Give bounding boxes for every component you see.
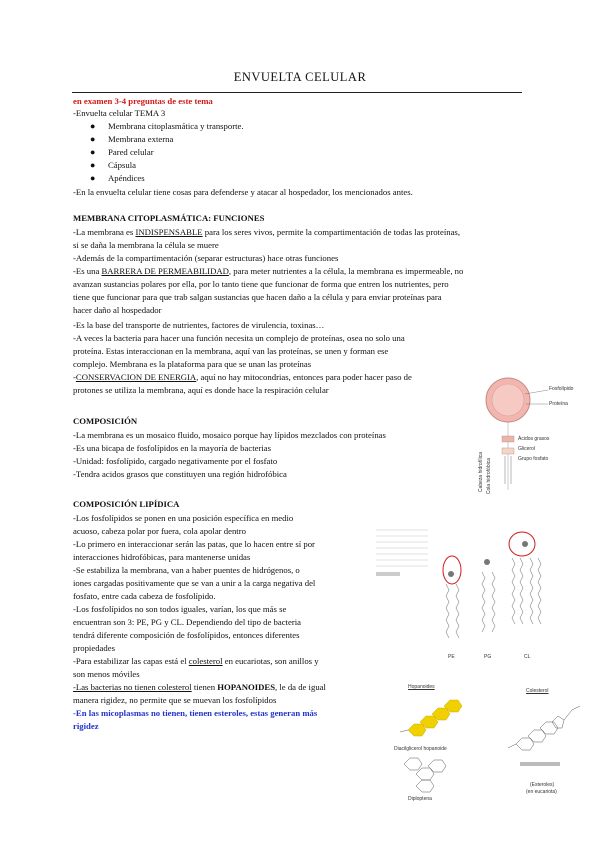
lipid-label: PE <box>448 654 455 660</box>
paragraph-line: tiene que funcionar para que trab salgan sustancias que hacen daño a la célula y para enviar proteínas para <box>73 292 442 302</box>
exam-note: en examen 3-4 preguntas de este tema <box>73 96 213 106</box>
paragraph-line: -Tendra acidos grasos que constituyen una región hidrofóbica <box>73 469 287 479</box>
paragraph-line: manera rigidez, no permite que se muevan los fosfolípidos <box>73 695 277 705</box>
paragraph-line <box>73 682 326 693</box>
paragraph-line: -Unidad: fosfolípido, cargado negativamente por el fosfato <box>73 456 278 466</box>
paragraph-line: complejo. Membrana es la plataforma para que se unan las proteínas <box>73 359 312 369</box>
phospholipid-svg <box>372 522 558 664</box>
text-span: para los seres vivos, permite la compartimentación de todas las proteínas, <box>202 227 460 237</box>
paragraph-line: -A veces la bacteria para hacer una función necesita un complejo de proteínas, osea no solo una <box>73 333 405 343</box>
figure-label: Glicerol <box>518 446 535 452</box>
paragraph-line: avanzan sustancias polares por ella, por lo tanto tiene que funcionar de forma que entren los nutrientes, pero <box>73 279 449 289</box>
paragraph-line: protones se utiliza la membrana, aquí es donde hace la respiración celular <box>73 385 329 395</box>
paragraph-line: -Lo primero en interaccionar serán las patas, que lo hacen entre sí por <box>73 539 315 549</box>
bullet-dot: ● <box>90 147 96 157</box>
paragraph-line: tendrá diferente composición de fosfolípidos, entonces diferentes <box>73 630 300 640</box>
lipid-label: CL <box>524 654 531 660</box>
title-divider <box>72 92 522 93</box>
figure-caption: (en eucariota) <box>526 789 557 795</box>
paragraph-line <box>73 656 319 667</box>
paragraph-line: -Los fosfolípidos no son todos iguales, varían, los que más se <box>73 604 287 614</box>
text-span: -Las bacterias no tienen colesterol <box>73 682 192 692</box>
text-span: -La membrana es <box>73 227 136 237</box>
paragraph-line: hacer daño al hospedador <box>73 305 162 315</box>
paragraph-line: -La membrana es un mosaico fluido, mosaico porque hay lípidos mezclados con proteínas <box>73 430 386 440</box>
paragraph-line <box>73 266 463 277</box>
bullet-item: Membrana externa <box>108 134 174 144</box>
text-span: BARRERA DE PERMEABILIDAD <box>101 266 229 276</box>
text-span: - <box>73 372 76 382</box>
figure-label: Cola hidrofóbica <box>486 458 492 495</box>
text-span: colesterol <box>188 656 223 666</box>
figure-label: Fosfolípido <box>549 386 574 392</box>
figure-label: Colesterol <box>526 688 549 694</box>
paragraph-line: son menos móviles <box>73 669 140 679</box>
bullet-item: Pared celular <box>108 147 154 157</box>
paragraph-line: si se daña la membrana la célula se muere <box>73 240 219 250</box>
figure-label: Cabeza hidrofílica <box>478 452 484 493</box>
paragraph-line: fosfato, entre cada cabeza de fosfolípido. <box>73 591 216 601</box>
paragraph-line: -Los fosfolípidos se ponen en una posición específica en medio <box>73 513 294 523</box>
text-span: -Es una <box>73 266 102 276</box>
topic-line: -Envuelta celular TEMA 3 <box>73 108 166 118</box>
hopanoid-svg <box>394 684 474 802</box>
paragraph-line: propiedades <box>73 643 115 653</box>
cell-membrane-figure <box>478 372 574 502</box>
bullet-dot: ● <box>90 160 96 170</box>
paragraph-line: rigidez <box>73 721 99 731</box>
figure-caption: Diploptena <box>408 796 432 802</box>
text-span: , le da de igual <box>275 682 326 692</box>
bullet-dot: ● <box>90 173 96 183</box>
cholesterol-figure <box>500 688 590 798</box>
text-span: , aquí no hay mitocondrias, entonces para poder hacer paso de <box>196 372 412 382</box>
text-span: CONSERVACION DE ENERGIA <box>75 372 197 382</box>
text-span: en eucariotas, son anillos y <box>222 656 319 666</box>
section-heading: COMPOSICIÓN LIPÍDICA <box>73 499 180 509</box>
bullet-dot: ● <box>90 121 96 131</box>
paragraph-line <box>73 227 460 238</box>
figure-label: Proteína <box>549 401 568 407</box>
bullet-item: Membrana citoplasmática y transporte. <box>108 121 244 131</box>
intro-summary: -En la envuelta celular tiene cosas para defenderse y atacar al hospedador, los mencionados antes. <box>73 187 413 197</box>
paragraph-line: proteína. Estas interaccionan en la membrana, aquí van las proteínas, se unen y forman ese <box>73 346 389 356</box>
section-heading: COMPOSICIÓN <box>73 416 138 426</box>
text-span: HOPANOIDES <box>217 682 276 692</box>
page-title: ENVUELTA CELULAR <box>233 70 367 84</box>
paragraph-line <box>73 372 412 383</box>
bullet-item: Apéndices <box>108 173 145 183</box>
text-span: -Para estabilizar las capas está el <box>73 656 189 666</box>
figure-label: Hopanoides <box>408 684 435 690</box>
figure-caption: Diacilglicerol hopanoide <box>394 746 447 752</box>
paragraph-line: -En las micoplasmas no tienen, tienen esteroles, estas generan más <box>73 708 318 718</box>
bullet-item: Cápsula <box>108 160 136 170</box>
paragraph-line: encuentran son 3: PE, PG y CL. Dependiendo del tipo de bacteria <box>73 617 301 627</box>
figure-caption: (Esteroles) <box>530 782 555 788</box>
section-heading: MEMBRANA CITOPLASMÁTICA: FUNCIONES <box>73 213 265 223</box>
bullet-dot: ● <box>90 134 96 144</box>
phospholipid-figure <box>372 522 558 664</box>
paragraph-line: -Además de la compartimentación (separar estructuras) hace otras funciones <box>73 253 339 263</box>
figure-label: Grupo fosfato <box>518 456 549 462</box>
paragraph-line: -Se estabiliza la membrana, van a haber puentes de hidrógenos, o <box>73 565 300 575</box>
paragraph-line: interacciones hidrofóbicas, para mantenerse unidas <box>73 552 251 562</box>
figure-label: Ácidos grasos <box>518 436 550 442</box>
paragraph-line: -Es la base del transporte de nutrientes, factores de virulencia, toxinas… <box>73 320 325 330</box>
lipid-label: PG <box>484 654 492 660</box>
text-span: INDISPENSABLE <box>135 227 203 237</box>
paragraph-line: -Es una bicapa de fosfolípidos en la mayoría de bacterias <box>73 443 272 453</box>
text-span: tienen <box>191 682 218 692</box>
paragraph-line: acuoso, cabeza polar por fuera, cola apolar dentro <box>73 526 246 536</box>
text-span: , para meter nutrientes a la célula, la membrana es impermeable, no <box>228 266 464 276</box>
hopanoid-figure <box>394 684 474 802</box>
paragraph-line: iones cargadas positivamente que se van a unir a la carga negativa del <box>73 578 316 588</box>
